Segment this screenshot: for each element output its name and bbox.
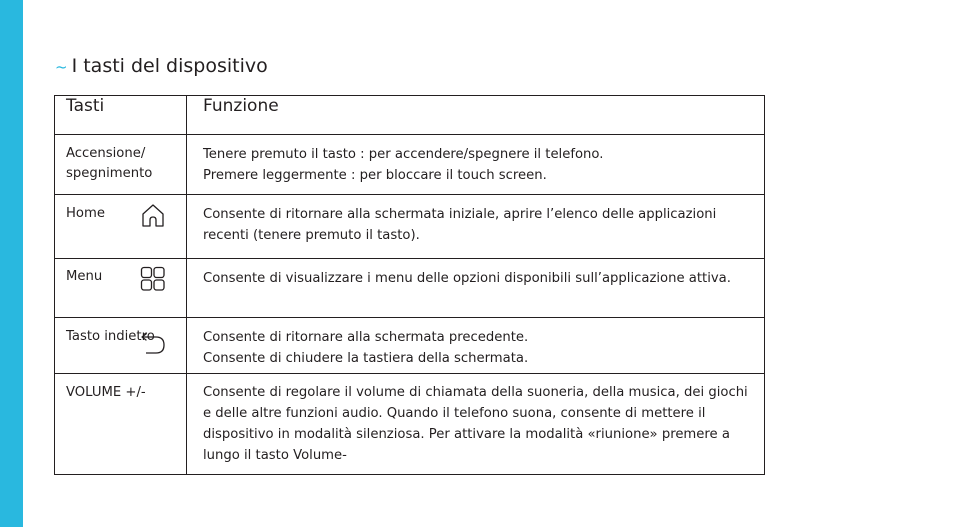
back-arrow-icon bbox=[140, 332, 166, 358]
key-label: Accensione/ spegnimento bbox=[66, 146, 153, 181]
function-text: Tenere premuto il tasto : per accendere/spegnere il telefono. bbox=[203, 147, 604, 162]
function-cell bbox=[187, 374, 765, 475]
accent-side-bar bbox=[0, 0, 23, 527]
table-row bbox=[55, 318, 765, 374]
key-label: Tasto indietro bbox=[66, 329, 155, 344]
function-text: Consente di ritornare alla schermata precedente. bbox=[203, 330, 529, 345]
table-row bbox=[55, 135, 765, 195]
function-text: Premere leggermente : per bloccare il touch screen. bbox=[203, 168, 547, 183]
function-cell bbox=[187, 195, 765, 259]
key-label: Home bbox=[66, 206, 105, 221]
key-cell bbox=[55, 318, 187, 374]
menu-grid-icon bbox=[140, 266, 166, 292]
function-text: Consente di chiudere la tastiera della schermata. bbox=[203, 351, 529, 366]
function-cell bbox=[187, 135, 765, 195]
key-cell bbox=[55, 195, 187, 259]
table-row bbox=[55, 259, 765, 318]
title-marker: ~ bbox=[55, 58, 68, 76]
home-icon bbox=[140, 202, 166, 228]
function-cell bbox=[187, 318, 765, 374]
table-row bbox=[55, 195, 765, 259]
header-function: Funzione bbox=[187, 96, 765, 135]
function-text: Consente di ritornare alla schermata iniziale, aprire l’elenco delle applicazioni recenti (tenere premuto il tasto). bbox=[203, 207, 717, 243]
key-label: Menu bbox=[66, 269, 103, 284]
table-header-row bbox=[55, 96, 765, 135]
key-cell bbox=[55, 374, 187, 475]
function-cell bbox=[187, 259, 765, 318]
title-text: I tasti del dispositivo bbox=[71, 55, 268, 77]
key-cell bbox=[55, 135, 187, 195]
key-cell bbox=[55, 259, 187, 318]
page-title bbox=[55, 53, 268, 80]
keys-table bbox=[54, 95, 765, 475]
function-text: Consente di regolare il volume di chiamata della suoneria, della musica, dei giochi e delle altre funzioni audio. Quando il telefono suona, consente di mettere il dispositivo in modalità silenziosa. Per attivare la modalità «riunione» premere a lungo il tasto Volume- bbox=[203, 385, 748, 463]
table-row bbox=[55, 374, 765, 475]
header-keys: Tasti bbox=[55, 96, 187, 135]
function-text: Consente di visualizzare i menu delle opzioni disponibili sull’applicazione attiva. bbox=[203, 271, 731, 286]
key-label: VOLUME +/- bbox=[66, 385, 146, 400]
